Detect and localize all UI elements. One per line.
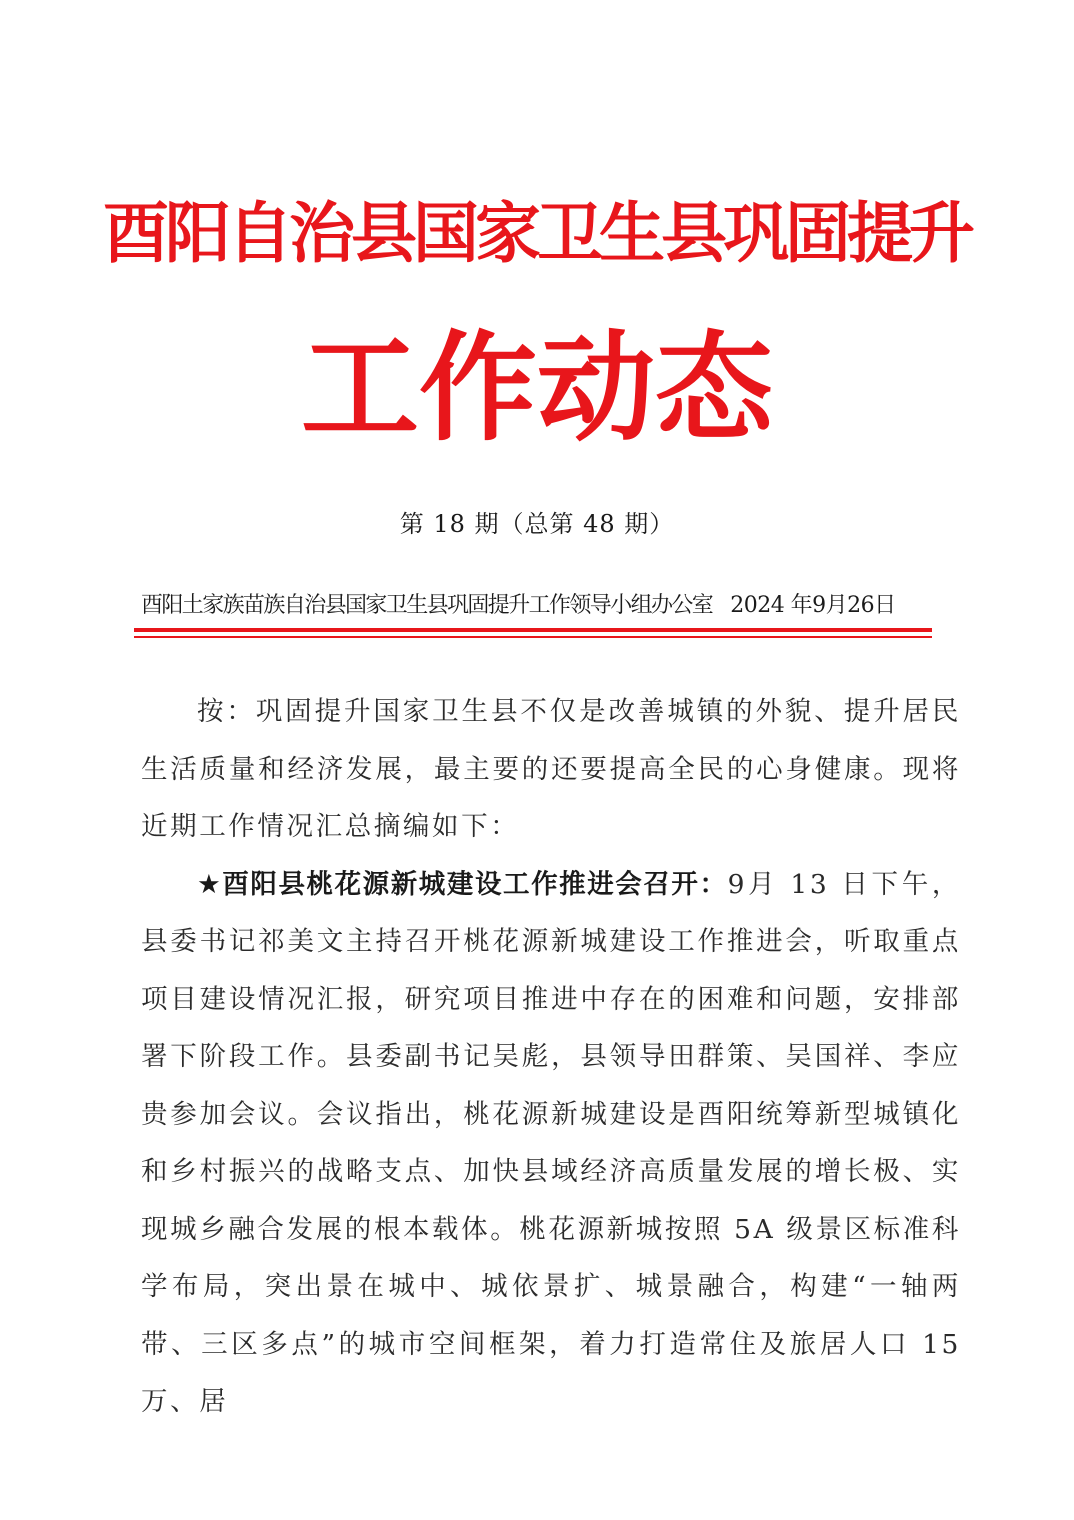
news-item-text: 9月 13 日下午，县委书记祁美文主持召开桃花源新城建设工作推进会，听取重点项目建设情况汇报，研究项目推进中存在的困难和问题，安排部署下阶段工作。县委副书记吴彪，县领导田群策、吴国祥、李应贵参加会议。会议指出，桃花源新城建设是酉阳统筹新型城镇化和乡村振兴的战略支点、加快县域经济高质量发展的增长极、实现城乡融合发展的根本载体。桃花源新城按照 5A 级景区标准科学布局，突出景在城中、城依景扩、城景融合，构建“一轴两带、三区多点”的城市空间框架，着力打造常住及旅居人口 15 万、居 <box>141 868 961 1417</box>
issuer-name: 酉阳土家族苗族自治县国家卫生县巩固提升工作领导小组办公室 <box>141 593 713 618</box>
issuer-row <box>141 586 941 626</box>
intro-paragraph: 按：巩固提升国家卫生县不仅是改善城镇的外貌、提升居民生活质量和经济发展，最主要的还要提高全民的心身健康。现将近期工作情况汇总摘编如下： <box>141 696 961 842</box>
news-item-headline: ★酉阳县桃花源新城建设工作推进会召开： <box>197 868 728 900</box>
document-title-line1: 酉阳自治县国家卫生县巩固提升 <box>103 194 971 272</box>
header-divider-thick <box>134 628 932 632</box>
document-title-line2: 工作动态 <box>300 318 773 457</box>
issue-date: 2024 年9月26日 <box>730 593 896 618</box>
news-item-paragraph <box>141 856 961 1431</box>
header-divider-thin <box>134 636 932 638</box>
document-body <box>141 683 961 1431</box>
issue-number: 第 18 期（总第 48 期） <box>399 510 675 538</box>
